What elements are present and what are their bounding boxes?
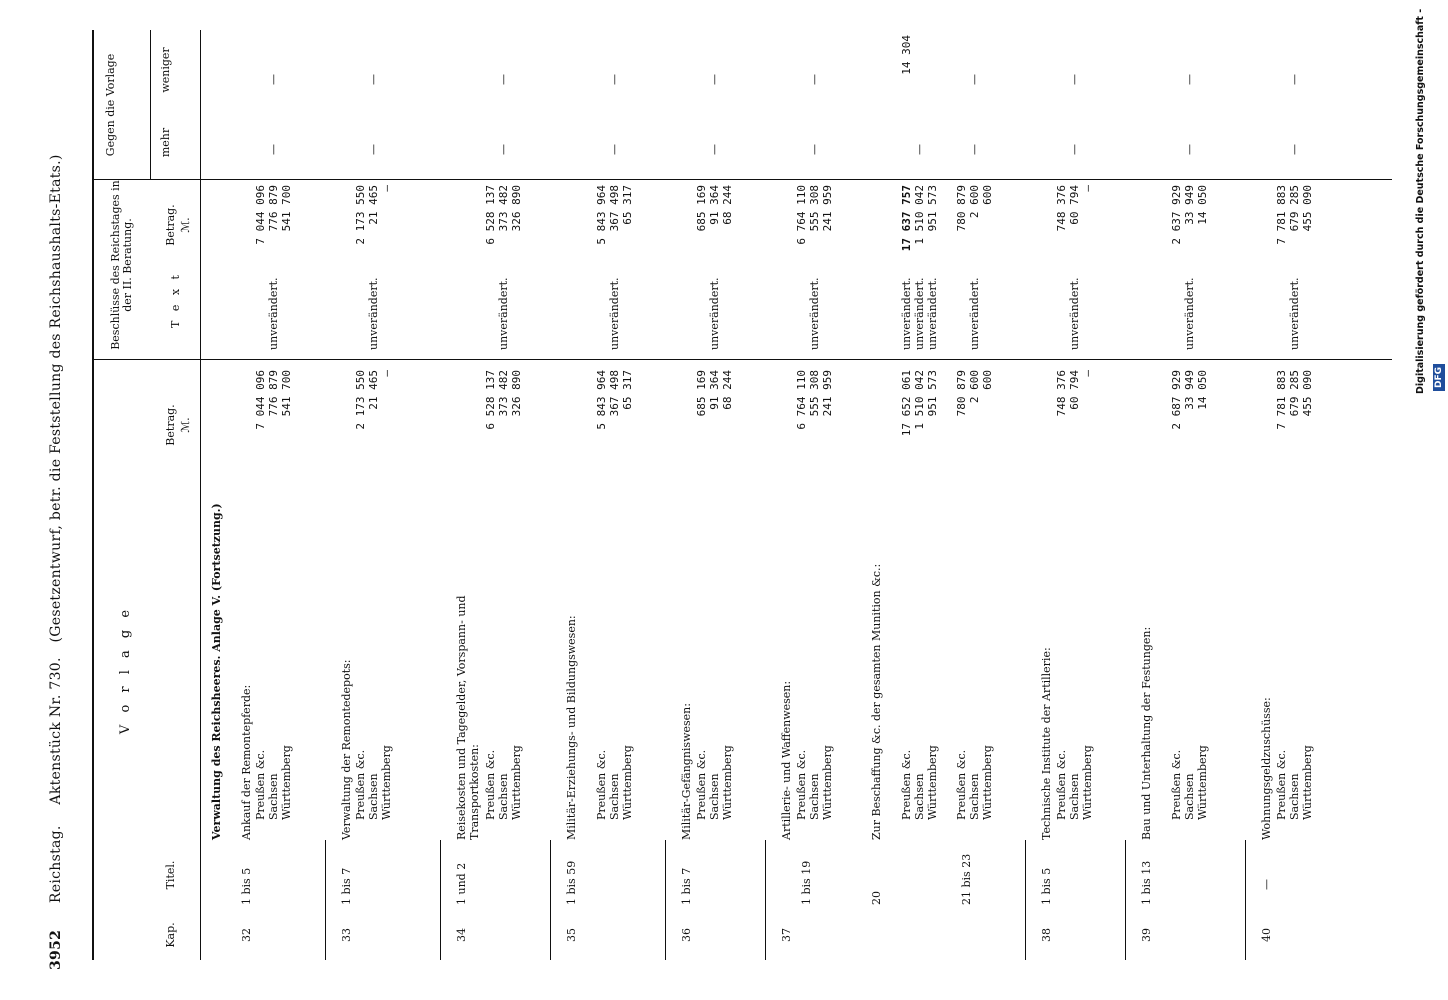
state-name: Württemberg bbox=[621, 745, 634, 820]
state-name: Preußen &c. bbox=[484, 749, 497, 820]
state-name: Sachsen bbox=[497, 773, 510, 820]
row-separator bbox=[1125, 840, 1126, 960]
state-name: Sachsen bbox=[608, 773, 621, 820]
amount: 68 244 bbox=[721, 370, 734, 410]
amount: — bbox=[380, 185, 393, 192]
resolution-text: unverändert. bbox=[497, 277, 510, 350]
table-top-rule bbox=[92, 30, 94, 960]
resolution-text: unverändert. bbox=[1183, 277, 1196, 350]
weniger-amount: 14 304 bbox=[900, 35, 913, 75]
state-name: Sachsen bbox=[367, 773, 380, 820]
row-separator bbox=[550, 840, 551, 960]
amount: 14 050 bbox=[1196, 185, 1209, 225]
dash-mark: — bbox=[1183, 74, 1196, 85]
header-bottom-rule bbox=[200, 30, 201, 960]
dash-mark: — bbox=[497, 74, 510, 85]
kap-number: 40 bbox=[1260, 928, 1273, 942]
dash-mark: — bbox=[708, 74, 721, 85]
amount: 555 308 bbox=[808, 370, 821, 417]
gegen-subrule bbox=[150, 30, 151, 180]
titel-range: 1 bis 59 bbox=[565, 860, 578, 905]
state-name: Preußen &c. bbox=[695, 749, 708, 820]
amount: 7 781 883 bbox=[1275, 370, 1288, 430]
col-titel: Titel. bbox=[164, 860, 177, 890]
amount: 2 600 bbox=[968, 370, 981, 404]
amount: 1 510 042 bbox=[913, 185, 926, 245]
state-name: Sachsen bbox=[267, 773, 280, 820]
amount: 241 959 bbox=[821, 185, 834, 232]
amount: 17 652 061 bbox=[900, 370, 913, 437]
amount: 455 090 bbox=[1301, 370, 1314, 417]
titel-range: 20 bbox=[870, 891, 883, 905]
amount: 2 687 929 bbox=[1170, 370, 1183, 430]
dash-mark: — bbox=[608, 74, 621, 85]
row-separator bbox=[1245, 840, 1246, 960]
state-name: Sachsen bbox=[968, 773, 981, 820]
row-heading: Verwaltung der Remontedepots: bbox=[340, 659, 353, 840]
amount: 367 498 bbox=[608, 185, 621, 232]
amount: 6 528 137 bbox=[484, 370, 497, 430]
row-heading: Artillerie- und Waffenwesen: bbox=[780, 680, 793, 840]
titel-range: 1 bis 13 bbox=[1140, 860, 1153, 905]
col-weniger: weniger bbox=[159, 47, 172, 93]
header-left: Reichstag. bbox=[48, 825, 64, 904]
dfg-logo: DFG bbox=[1433, 364, 1445, 391]
resolution-text: unverändert. bbox=[1288, 277, 1301, 350]
amount: 2 173 550 bbox=[354, 370, 367, 430]
col-betrag-2: Betrag. bbox=[164, 204, 177, 246]
amount: 373 482 bbox=[497, 370, 510, 417]
amount: 68 244 bbox=[721, 185, 734, 225]
row-separator bbox=[665, 840, 666, 960]
amount: 776 879 bbox=[267, 370, 280, 417]
resolution-text: unverändert. bbox=[900, 277, 913, 350]
dash-mark: — bbox=[968, 74, 981, 85]
state-name: Württemberg bbox=[510, 745, 523, 820]
titel-range: 1 bis 5 bbox=[240, 867, 253, 905]
dash-mark: — bbox=[808, 144, 821, 155]
amount: — bbox=[380, 370, 393, 377]
state-name: Preußen &c. bbox=[254, 749, 267, 820]
dash-mark: — bbox=[968, 144, 981, 155]
amount: 241 959 bbox=[821, 370, 834, 417]
state-name: Württemberg bbox=[821, 745, 834, 820]
dash-mark: — bbox=[1183, 144, 1196, 155]
state-name: Württemberg bbox=[1301, 745, 1314, 820]
titel-range: — bbox=[1260, 879, 1273, 890]
state-name: Preußen &c. bbox=[1055, 749, 1068, 820]
amount: 91 364 bbox=[708, 370, 721, 410]
amount: 776 879 bbox=[267, 185, 280, 232]
dash-mark: — bbox=[808, 74, 821, 85]
amount: — bbox=[1081, 370, 1094, 377]
amount: 780 879 bbox=[955, 185, 968, 232]
state-name: Preußen &c. bbox=[900, 749, 913, 820]
dash-mark: — bbox=[1288, 144, 1301, 155]
resolution-text: unverändert. bbox=[808, 277, 821, 350]
page-header bbox=[48, 154, 64, 970]
row-heading: Reisekosten und Tagegelder, Vorspann- und Transportkosten: bbox=[455, 595, 481, 840]
amount: 685 169 bbox=[695, 185, 708, 232]
col-betrag-2-unit: ℳ. bbox=[179, 217, 192, 233]
col-betrag: Betrag. bbox=[164, 404, 177, 446]
amount: 326 890 bbox=[510, 370, 523, 417]
col-divider-gegen bbox=[92, 179, 1392, 180]
row-separator bbox=[325, 840, 326, 960]
row-separator bbox=[765, 840, 766, 960]
amount: 33 949 bbox=[1183, 185, 1196, 225]
amount: 7 781 883 bbox=[1275, 185, 1288, 245]
col-betrag-unit: ℳ. bbox=[179, 417, 192, 433]
amount: 679 285 bbox=[1288, 370, 1301, 417]
kap-number: 38 bbox=[1040, 928, 1053, 942]
amount: 5 843 964 bbox=[595, 370, 608, 430]
amount: — bbox=[1081, 185, 1094, 192]
dash-mark: — bbox=[497, 144, 510, 155]
amount: 65 317 bbox=[621, 370, 634, 410]
state-name: Sachsen bbox=[1288, 773, 1301, 820]
col-beschluesse: Beschlüsse des Reichstages in der II. Beratung. bbox=[109, 180, 134, 350]
kap-number: 35 bbox=[565, 928, 578, 942]
col-gegen: Gegen die Vorlage bbox=[104, 53, 117, 157]
state-name: Württemberg bbox=[380, 745, 393, 820]
row-heading: Technische Institute der Artillerie: bbox=[1040, 647, 1053, 840]
amount: 541 700 bbox=[280, 370, 293, 417]
row-heading: Wohnungsgeldzuschüsse: bbox=[1260, 697, 1273, 840]
resolution-text: unverändert. bbox=[913, 277, 926, 350]
amount: 951 573 bbox=[926, 185, 939, 232]
resolution-text: unverändert. bbox=[708, 277, 721, 350]
amount: 7 044 096 bbox=[254, 370, 267, 430]
state-name: Sachsen bbox=[808, 773, 821, 820]
amount: 33 949 bbox=[1183, 370, 1196, 410]
amount: 21 465 bbox=[367, 185, 380, 225]
kap-number: 39 bbox=[1140, 928, 1153, 942]
col-divider-resolutions bbox=[92, 359, 1392, 360]
dash-mark: — bbox=[1068, 144, 1081, 155]
dash-mark: — bbox=[1288, 74, 1301, 85]
col-mehr: mehr bbox=[159, 127, 172, 158]
row-separator bbox=[440, 840, 441, 960]
amount: 60 794 bbox=[1068, 370, 1081, 410]
section-subtitle: Verwaltung des Reichsheeres. Anlage V. (Fortsetzung.) bbox=[210, 503, 223, 840]
col-vorlage: V o r l a g e bbox=[118, 605, 133, 735]
state-name: Sachsen bbox=[1068, 773, 1081, 820]
state-name: Preußen &c. bbox=[955, 749, 968, 820]
amount: 1 510 042 bbox=[913, 370, 926, 430]
col-kap: Kap. bbox=[164, 922, 177, 948]
header-doc: Aktenstück Nr. 730. bbox=[48, 657, 64, 805]
state-name: Württemberg bbox=[1081, 745, 1094, 820]
amount: 2 173 550 bbox=[354, 185, 367, 245]
header-title: (Gesetzentwurf, betr. die Feststellung des Reichshaushalts-Etats.) bbox=[48, 154, 64, 643]
state-name: Sachsen bbox=[913, 773, 926, 820]
amount: 2 600 bbox=[968, 185, 981, 219]
amount: 748 376 bbox=[1055, 370, 1068, 417]
col-text: T e x t bbox=[169, 272, 182, 328]
state-name: Preußen &c. bbox=[1275, 749, 1288, 820]
kap-number: 37 bbox=[780, 928, 793, 942]
amount: 2 637 929 bbox=[1170, 185, 1183, 245]
dash-mark: — bbox=[913, 144, 926, 155]
titel-range: 1 bis 7 bbox=[340, 867, 353, 905]
dash-mark: — bbox=[367, 144, 380, 155]
dash-mark: — bbox=[608, 144, 621, 155]
amount: 373 482 bbox=[497, 185, 510, 232]
row-heading: Bau und Unterhaltung der Festungen: bbox=[1140, 626, 1153, 840]
state-name: Preußen &c. bbox=[1170, 749, 1183, 820]
amount: 679 285 bbox=[1288, 185, 1301, 232]
amount: 780 879 bbox=[955, 370, 968, 417]
amount: 6 528 137 bbox=[484, 185, 497, 245]
row-separator bbox=[1025, 840, 1026, 960]
amount: 748 376 bbox=[1055, 185, 1068, 232]
amount: 326 890 bbox=[510, 185, 523, 232]
state-name: Württemberg bbox=[981, 745, 994, 820]
state-name: Württemberg bbox=[926, 745, 939, 820]
amount: 91 364 bbox=[708, 185, 721, 225]
page-number: 3952 bbox=[48, 929, 64, 970]
amount: 14 050 bbox=[1196, 370, 1209, 410]
state-name: Württemberg bbox=[280, 745, 293, 820]
state-name: Württemberg bbox=[1196, 745, 1209, 820]
amount: 685 169 bbox=[695, 370, 708, 417]
amount: 6 764 110 bbox=[795, 185, 808, 245]
dash-mark: — bbox=[1068, 74, 1081, 85]
titel-range: 1 bis 5 bbox=[1040, 867, 1053, 905]
dash-mark: — bbox=[267, 144, 280, 155]
titel-range: 1 bis 19 bbox=[800, 860, 813, 905]
amount: 21 465 bbox=[367, 370, 380, 410]
row-heading: Zur Beschaffung &c. der gesamten Munition &c.: bbox=[870, 563, 883, 840]
resolution-text: unverändert. bbox=[968, 277, 981, 350]
dash-mark: — bbox=[267, 74, 280, 85]
titel-range: 1 und 2 bbox=[455, 862, 468, 905]
row-heading: Ankauf der Remontepferde: bbox=[240, 684, 253, 840]
resolution-text: unverändert. bbox=[367, 277, 380, 350]
state-name: Preußen &c. bbox=[795, 749, 808, 820]
titel-range: 1 bis 7 bbox=[680, 867, 693, 905]
amount: 65 317 bbox=[621, 185, 634, 225]
kap-number: 33 bbox=[340, 928, 353, 942]
resolution-text: unverändert. bbox=[608, 277, 621, 350]
state-name: Württemberg bbox=[721, 745, 734, 820]
dfg-credit-text: Digitalisierung gefördert durch die Deutsche Forschungsgemeinschaft - bbox=[1415, 8, 1426, 394]
titel-range: 21 bis 23 bbox=[960, 853, 973, 905]
resolution-text: unverändert. bbox=[1068, 277, 1081, 350]
amount: 600 bbox=[981, 185, 994, 205]
amount: 60 794 bbox=[1068, 185, 1081, 225]
state-name: Preußen &c. bbox=[354, 749, 367, 820]
amount: 600 bbox=[981, 370, 994, 390]
amount: 455 090 bbox=[1301, 185, 1314, 232]
state-name: Preußen &c. bbox=[595, 749, 608, 820]
amount: 5 843 964 bbox=[595, 185, 608, 245]
row-heading: Militär-Gefängniswesen: bbox=[680, 703, 693, 840]
state-name: Sachsen bbox=[1183, 773, 1196, 820]
amount: 7 044 096 bbox=[254, 185, 267, 245]
kap-number: 34 bbox=[455, 928, 468, 942]
amount: 555 308 bbox=[808, 185, 821, 232]
amount: 367 498 bbox=[608, 370, 621, 417]
kap-number: 32 bbox=[240, 928, 253, 942]
resolution-text: unverändert. bbox=[926, 277, 939, 350]
row-heading: Militär-Erziehungs- und Bildungswesen: bbox=[565, 615, 578, 840]
dfg-credit bbox=[1412, 6, 1444, 394]
amount: 6 764 110 bbox=[795, 370, 808, 430]
dash-mark: — bbox=[708, 144, 721, 155]
amount: 951 573 bbox=[926, 370, 939, 417]
dash-mark: — bbox=[367, 74, 380, 85]
amount: 541 700 bbox=[280, 185, 293, 232]
state-name: Sachsen bbox=[708, 773, 721, 820]
kap-number: 36 bbox=[680, 928, 693, 942]
resolution-text: unverändert. bbox=[267, 277, 280, 350]
amount: 17 637 757 bbox=[900, 185, 913, 252]
